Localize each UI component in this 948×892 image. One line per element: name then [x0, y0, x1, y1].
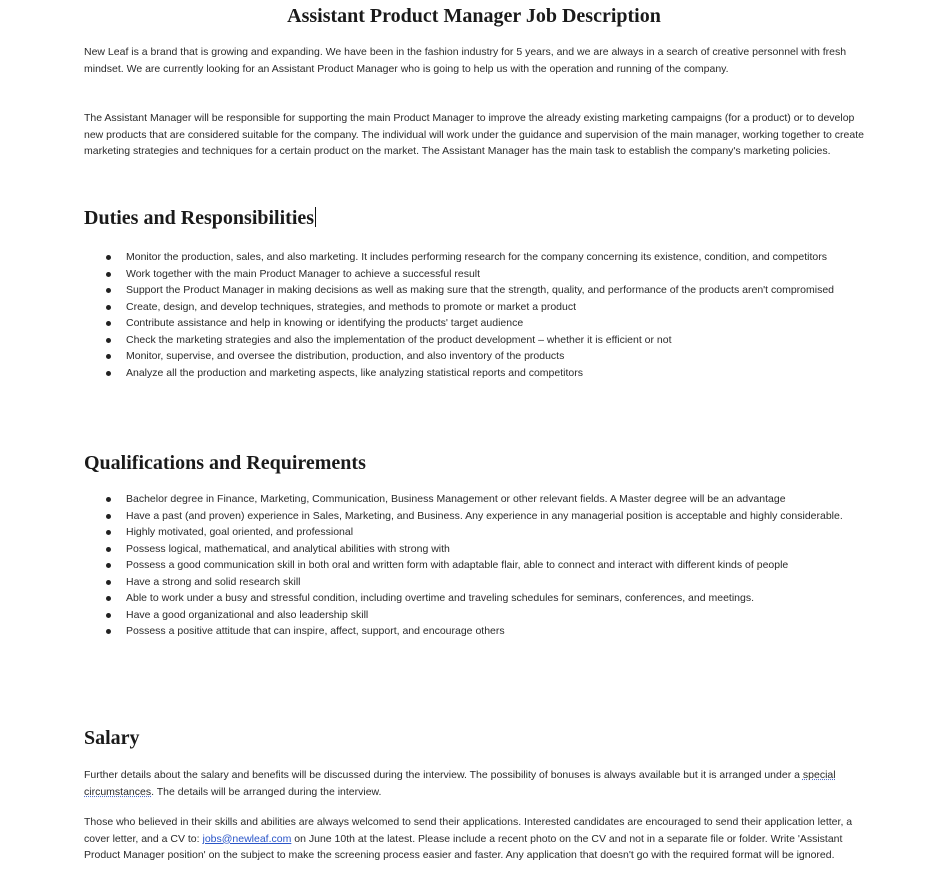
- qualification-item-text: Have a strong and solid research skill: [126, 575, 301, 588]
- salary-heading: Salary: [84, 727, 140, 749]
- qualification-item-text: Have a past (and proven) experience in Sales, Marketing, and Business. Any experience in any managerial position is acceptable and highly considerable.: [126, 509, 843, 522]
- qualification-item-text: Possess a good communication skill in both oral and written form with adaptable flair, able to connect and interact with different kinds of people: [126, 559, 789, 571]
- bullet-icon: [106, 305, 111, 310]
- duty-item-text: Support the Product Manager in making decisions as well as making sure that the strength, quality, and performance of the products aren't compromised: [126, 284, 835, 296]
- bullet-icon: [106, 497, 111, 502]
- bullet-icon: [106, 514, 111, 519]
- bullet-icon: [106, 272, 111, 277]
- bullet-icon: [106, 288, 111, 293]
- duty-item: [84, 315, 874, 332]
- duty-item-text: Work together with the main Product Manager to achieve a successful result: [126, 267, 481, 280]
- duty-item: [84, 299, 874, 316]
- intro-paragraph-1: New Leaf is a brand that is growing and expanding. We have been in the fashion industry for 5 years, and we are always in a search of creative personnel with fresh mindset. We are currently looking for an Assistant Product Manager who is going to help us with the operation and running of the company.: [84, 46, 847, 75]
- qualification-item: [84, 590, 874, 607]
- salary-text-1a: Further details about the salary and benefits will be discussed during the interview. The possibility of bonuses is always available but it is arranged under a: [84, 769, 803, 781]
- qualifications-heading: Qualifications and Requirements: [84, 452, 366, 474]
- document-title: Assistant Product Manager Job Description: [287, 5, 661, 27]
- bullet-icon: [106, 613, 111, 618]
- salary-text-1b: . The details will be arranged during the interview.: [151, 785, 382, 798]
- salary-text-2a: Those who believed in their skills and abilities are always welcomed to send their applications. Interested candidates are encouraged to send their application letter, a cover letter, and a CV to:: [84, 816, 853, 845]
- duties-heading-text: Duties and Responsibilities: [84, 207, 315, 229]
- qualification-item-text: Highly motivated, goal oriented, and professional: [126, 526, 354, 538]
- qualification-item: [84, 623, 874, 640]
- duty-item: [84, 249, 874, 266]
- bullet-icon: [106, 530, 111, 535]
- bullet-icon: [106, 338, 111, 343]
- duty-item-text: Monitor, supervise, and oversee the distribution, production, and also inventory of the products: [126, 350, 565, 362]
- bullet-icon: [106, 255, 111, 260]
- qualification-item: [84, 524, 874, 541]
- bullet-icon: [106, 596, 111, 601]
- qualification-item: [84, 541, 874, 558]
- qualification-item: [84, 574, 874, 591]
- qualification-item: [84, 607, 874, 624]
- duty-item-text: Analyze all the production and marketing aspects, like analyzing statistical reports and competitors: [126, 366, 583, 379]
- bullet-icon: [106, 629, 111, 634]
- qualification-item-text: Possess a positive attitude that can inspire, affect, support, and encourage others: [126, 625, 505, 637]
- qualification-item-text: Able to work under a busy and stressful condition, including overtime and traveling schedules for seminars, conferences, and meetings.: [126, 592, 755, 604]
- bullet-icon: [106, 547, 111, 552]
- salary-paragraph-1: [84, 767, 874, 800]
- bullet-icon: [106, 563, 111, 568]
- qualification-item: [84, 491, 874, 508]
- salary-text-2b: on June 10th at the latest. Please include a recent photo on the CV and not in a separate file or folder. Write 'Assistant Product Manager position' on the subject to make the screening process easier and faster. Any application that doesn't go with the required format will be ignored.: [84, 832, 843, 861]
- qualification-item: [84, 508, 874, 525]
- duty-item: [84, 332, 874, 349]
- qualifications-list: [84, 491, 874, 640]
- bullet-icon: [106, 321, 111, 326]
- salary-paragraph-2: [84, 814, 874, 864]
- duty-item-text: Contribute assistance and help in knowing or identifying the products' target audience: [126, 317, 524, 329]
- special-circumstances-text: special circumstances: [84, 769, 836, 798]
- qualification-item-text: Bachelor degree in Finance, Marketing, Communication, Business Management or other relevant fields. A Master degree will be an advantage: [126, 493, 786, 505]
- duties-heading: [84, 206, 316, 230]
- duty-item-text: Monitor the production, sales, and also marketing. It includes performing research for the company concerning its existence, condition, and competitors: [126, 251, 827, 263]
- duty-item: [84, 266, 874, 283]
- duty-item-text: Create, design, and develop techniques, strategies, and methods to promote or market a product: [126, 300, 577, 313]
- duty-item: [84, 282, 874, 299]
- duty-item: [84, 348, 874, 365]
- email-link[interactable]: jobs@newleaf.com: [202, 832, 292, 845]
- qualification-item-text: Possess logical, mathematical, and analytical abilities with strong with: [126, 542, 450, 555]
- qualification-item: [84, 557, 874, 574]
- text-cursor: [315, 207, 316, 227]
- qualification-item-text: Have a good organizational and also leadership skill: [126, 608, 369, 621]
- bullet-icon: [106, 354, 111, 359]
- duty-item-text: Check the marketing strategies and also the implementation of the product development – whether it is efficient or not: [126, 333, 672, 346]
- bullet-icon: [106, 371, 111, 376]
- bullet-icon: [106, 580, 111, 585]
- duties-list: [84, 249, 874, 381]
- intro-paragraph-2: The Assistant Manager will be responsible for supporting the main Product Manager to improve the already existing marketing campaigns (for a product) or to develop new products that are considered suitable for the company. The individual will work under the guidance and supervision of the main manager, working together to create marketing strategies and techniques for a certain product on the market. The Assistant Manager has the main task to establish the company's marketing policies.: [84, 112, 864, 157]
- duty-item: [84, 365, 874, 382]
